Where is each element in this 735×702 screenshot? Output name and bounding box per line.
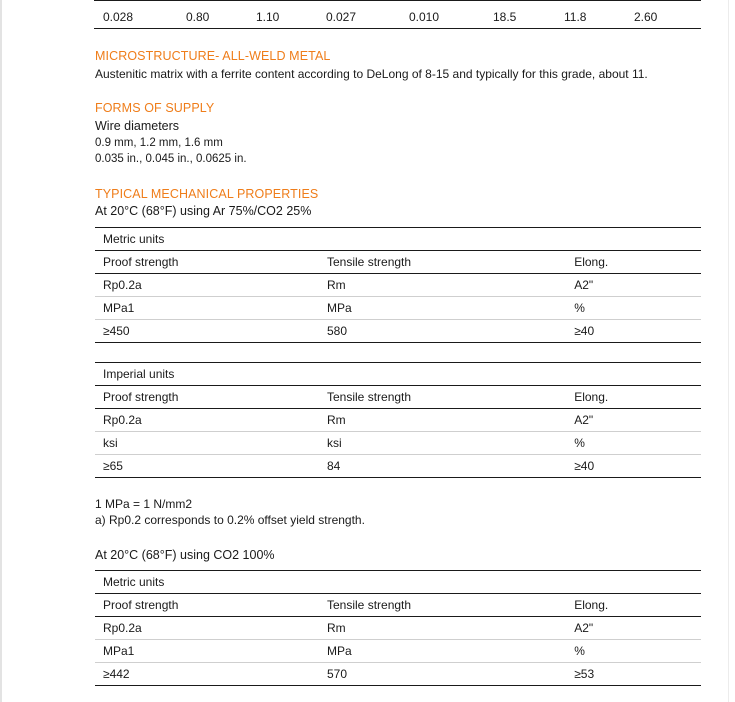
value-cell: ≥65: [95, 455, 319, 478]
condition-co2-section: [95, 548, 275, 562]
wire-diameters-metric: 0.9 mm, 1.2 mm, 1.6 mm: [95, 137, 223, 149]
unit-cell: MPa: [319, 640, 566, 663]
table-caption: Metric units: [95, 571, 701, 594]
unit-cell: %: [566, 432, 701, 455]
symbol-cell: A2": [566, 617, 701, 640]
mechanical-table-metric-1: [95, 227, 701, 343]
symbol-cell: Rm: [319, 617, 566, 640]
chem-value: 18.5: [493, 10, 517, 24]
chem-value: 0.028: [103, 10, 134, 24]
symbol-cell: A2": [566, 274, 701, 297]
forms-of-supply-heading: FORMS OF SUPPLY: [95, 101, 215, 115]
footnote-rp02: a) Rp0.2 corresponds to 0.2% offset yield strength.: [95, 513, 365, 527]
header-proof-strength: Proof strength: [95, 386, 319, 409]
value-cell: 84: [319, 455, 566, 478]
microstructure-heading: MICROSTRUCTURE- ALL-WELD METAL: [95, 49, 331, 63]
mechanical-section: [95, 187, 318, 218]
table-caption: Imperial units: [95, 363, 701, 386]
chem-value: 0.010: [409, 10, 440, 24]
microstructure-text: Austenitic matrix with a ferrite content according to DeLong of 8-15 and typically for this grade, about 11.: [95, 67, 648, 81]
unit-cell: ksi: [319, 432, 566, 455]
unit-cell: %: [566, 297, 701, 320]
header-tensile-strength: Tensile strength: [319, 594, 566, 617]
unit-cell: MPa: [319, 297, 566, 320]
header-tensile-strength: Tensile strength: [319, 386, 566, 409]
symbol-cell: Rp0.2a: [95, 409, 319, 432]
unit-cell: %: [566, 640, 701, 663]
chemistry-row: [94, 0, 701, 29]
footnotes: [95, 496, 365, 528]
chem-value: 11.8: [564, 10, 587, 24]
mechanical-table-metric-2: [95, 570, 701, 686]
wire-diameters-label: Wire diameters: [95, 119, 180, 133]
value-cell: ≥40: [566, 455, 701, 478]
value-cell: ≥53: [566, 663, 701, 686]
header-proof-strength: Proof strength: [95, 251, 319, 274]
symbol-cell: Rp0.2a: [95, 617, 319, 640]
unit-cell: MPa1: [95, 640, 319, 663]
footnote-mpa: 1 MPa = 1 N/mm2: [95, 497, 193, 511]
value-cell: ≥40: [566, 320, 701, 343]
header-elongation: Elong.: [566, 594, 701, 617]
value-cell: ≥450: [95, 320, 319, 343]
symbol-cell: A2": [566, 409, 701, 432]
condition-co2: At 20°C (68°F) using CO2 100%: [95, 548, 275, 562]
value-cell: ≥442: [95, 663, 319, 686]
header-proof-strength: Proof strength: [95, 594, 319, 617]
page-right-edge: [728, 0, 729, 702]
mechanical-heading: TYPICAL MECHANICAL PROPERTIES: [95, 187, 319, 201]
chem-value: 0.027: [326, 10, 357, 24]
microstructure-section: [95, 49, 648, 81]
symbol-cell: Rm: [319, 409, 566, 432]
value-cell: 570: [319, 663, 566, 686]
table-caption: Metric units: [95, 228, 701, 251]
symbol-cell: Rm: [319, 274, 566, 297]
unit-cell: MPa1: [95, 297, 319, 320]
mechanical-table-imperial: [95, 362, 701, 478]
wire-diameters-imperial: 0.035 in., 0.045 in., 0.0625 in.: [95, 153, 247, 165]
header-tensile-strength: Tensile strength: [319, 251, 566, 274]
forms-of-supply-section: [95, 101, 247, 167]
header-elongation: Elong.: [566, 386, 701, 409]
condition-ar-co2: At 20°C (68°F) using Ar 75%/CO2 25%: [95, 204, 312, 218]
page-left-edge: [0, 0, 2, 702]
value-cell: 580: [319, 320, 566, 343]
header-elongation: Elong.: [566, 251, 701, 274]
chem-value: 1.10: [256, 10, 280, 24]
unit-cell: ksi: [95, 432, 319, 455]
chem-value: 0.80: [186, 10, 210, 24]
chem-value: 2.60: [634, 10, 658, 24]
symbol-cell: Rp0.2a: [95, 274, 319, 297]
